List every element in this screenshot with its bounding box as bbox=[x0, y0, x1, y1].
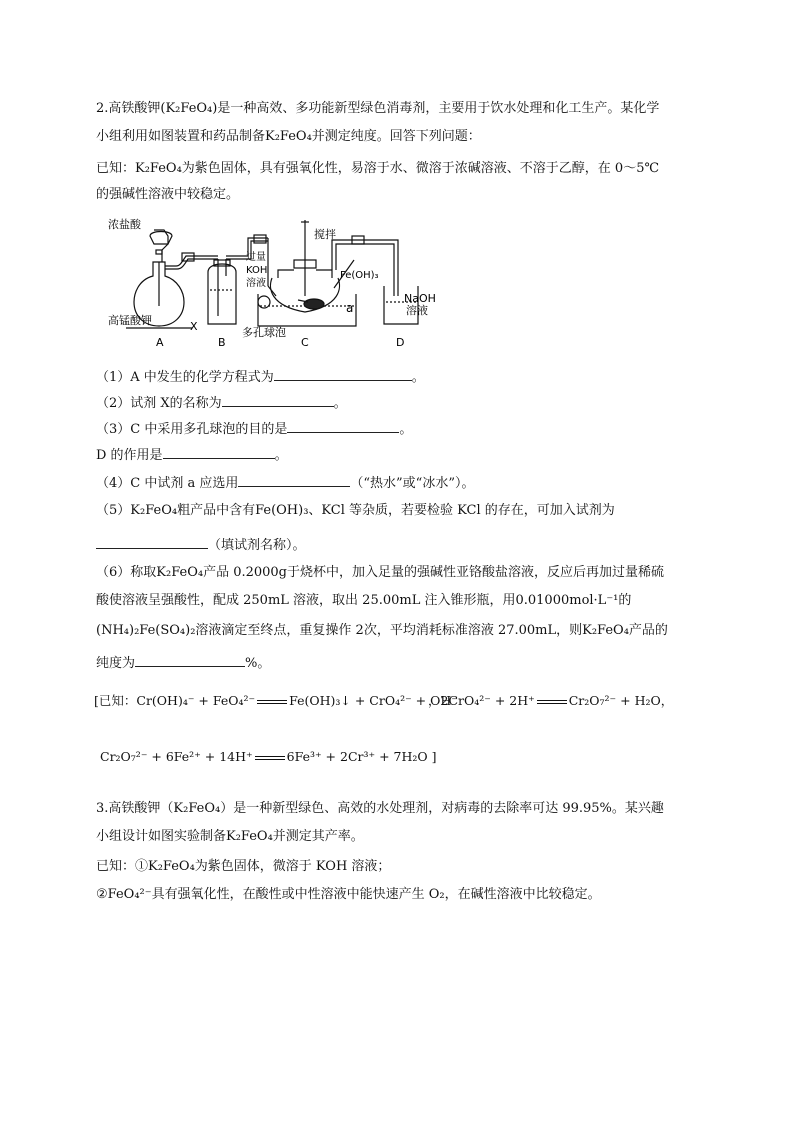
apparatus-diagram bbox=[108, 216, 448, 348]
q2-sub4-answer-blank[interactable] bbox=[238, 472, 350, 487]
q2-sub1 bbox=[96, 366, 425, 387]
q2-sub2-text: （2）试剂 X的名称为 bbox=[96, 396, 222, 411]
q2-sub5-end: （填试剂名称）。 bbox=[208, 538, 306, 553]
label-koh-solution: 溶液 bbox=[246, 278, 266, 289]
given-equation-2 bbox=[428, 692, 673, 710]
eq3-reactants: Cr₂O₇²⁻ + 6Fe²⁺ + 14H⁺ bbox=[100, 749, 253, 764]
label-x: X bbox=[190, 320, 198, 333]
q2-sub3b-text: D 的作用是 bbox=[96, 448, 163, 463]
q2-sub1-end: 。 bbox=[411, 370, 425, 385]
q2-sub4-end: （“热水”或“冰水”）。 bbox=[350, 476, 475, 491]
q2-intro-line-1: 2.高铁酸钾(K₂FeO₄)是一种高效、多功能新型绿色消毒剂，主要用于饮水处理和化工生产。某化学 bbox=[96, 101, 660, 116]
eq2-equals-sign bbox=[537, 700, 567, 704]
eq2-products: Cr₂O₇²⁻ + H₂O， bbox=[568, 693, 674, 708]
q2-sub3-answer-blank[interactable] bbox=[287, 418, 399, 433]
q2-sub6-line-2: 酸使溶液呈强酸性，配成 250mL 溶液，取出 25.00mL 注入锥形瓶，用0.01000mol·L⁻¹的 bbox=[96, 593, 632, 608]
q3-intro-line-2: 小组设计如图实验制备K₂FeO₄并测定其产率。 bbox=[96, 829, 364, 844]
label-naoh: NaOH bbox=[404, 292, 436, 305]
q2-sub2-end: 。 bbox=[333, 396, 347, 411]
q2-sub1-answer-blank[interactable] bbox=[274, 366, 412, 381]
eq1-reactants: [已知：Cr(OH)₄⁻ + FeO₄²⁻ bbox=[94, 693, 256, 708]
label-naoh-solution: 溶液 bbox=[406, 304, 428, 317]
q2-known-line-1: 已知：K₂FeO₄为紫色固体，具有强氧化性，易溶于水、微溶于浓碱溶液、不溶于乙醇，在 0～5℃ bbox=[96, 161, 660, 176]
eq1-products: Fe(OH)₃↓ + CrO₄²⁻ + OH⁻ bbox=[289, 693, 458, 708]
q3-intro-line-1: 3.高铁酸钾（K₂FeO₄）是一种新型绿色、高效的水处理剂，对病毒的去除率可达 99.95%。某兴趣 bbox=[96, 801, 664, 816]
q3-known-line-2: ②FeO₄²⁻具有强氧化性，在酸性或中性溶液中能快速产生 O₂，在碱性溶液中比较稳定。 bbox=[96, 887, 601, 902]
eq2-reactants: ，2CrO₄²⁻ + 2H⁺ bbox=[428, 693, 535, 708]
q2-sub6-line-4 bbox=[96, 652, 270, 673]
q2-sub5-answer-blank[interactable] bbox=[96, 534, 208, 549]
q2-sub6-line-3: (NH₄)₂Fe(SO₄)₂溶液滴定至终点，重复操作 2次，平均消耗标准溶液 27.00mL，则K₂FeO₄产品的 bbox=[96, 623, 668, 638]
q2-sub6-end: %。 bbox=[245, 656, 271, 671]
label-feoh3: Fe(OH)₃ bbox=[340, 270, 379, 281]
q2-sub4-text: （4）C 中试剂 a 应选用 bbox=[96, 476, 239, 491]
label-stir: 搅拌 bbox=[314, 228, 336, 241]
label-conc-hcl: 浓盐酸 bbox=[108, 218, 141, 231]
label-apparatus-d: D bbox=[396, 336, 405, 348]
q2-sub2-answer-blank[interactable] bbox=[222, 392, 334, 407]
label-excess: 过量 bbox=[246, 252, 266, 263]
q2-known-line-2: 的强碱性溶液中较稳定。 bbox=[96, 187, 240, 202]
q2-sub5-line-2 bbox=[96, 534, 306, 555]
q2-sub3-text: （3）C 中采用多孔球泡的目的是 bbox=[96, 422, 288, 437]
eq3-products: 6Fe³⁺ + 2Cr³⁺ + 7H₂O ] bbox=[286, 749, 437, 764]
label-a: a bbox=[346, 301, 354, 315]
q2-sub2 bbox=[96, 392, 347, 413]
given-equation-1 bbox=[94, 692, 458, 710]
label-kmno4: 高锰酸钾 bbox=[108, 314, 152, 327]
label-porous-bulb: 多孔球泡 bbox=[242, 326, 286, 339]
q2-sub6-answer-blank[interactable] bbox=[135, 652, 245, 667]
eq3-equals-sign bbox=[255, 756, 285, 760]
given-equation-3 bbox=[100, 748, 436, 766]
q2-sub6-line-1: （6）称取K₂FeO₄产品 0.2000g于烧杯中，加入足量的强碱性亚铬酸盐溶液，反应后再加过量稀硫 bbox=[96, 565, 665, 580]
eq1-equals-sign bbox=[257, 700, 287, 704]
label-apparatus-a: A bbox=[156, 336, 164, 348]
q2-sub5-line-1: （5）K₂FeO₄粗产品中含有Fe(OH)₃、KCl 等杂质，若要检验 KCl 的存在，可加入试剂为 bbox=[96, 503, 615, 518]
q2-sub6-text: 纯度为 bbox=[96, 656, 136, 671]
label-apparatus-c: C bbox=[301, 336, 309, 348]
q2-sub1-text: （1）A 中发生的化学方程式为 bbox=[96, 370, 274, 385]
q2-sub3-end: 。 bbox=[399, 422, 413, 437]
q2-sub4 bbox=[96, 472, 474, 493]
q2-sub3 bbox=[96, 418, 412, 439]
label-apparatus-b: B bbox=[218, 336, 226, 348]
q2-intro-line-2: 小组利用如图装置和药品制备K₂FeO₄并测定纯度。回答下列问题： bbox=[96, 129, 481, 144]
q2-sub3b-end: 。 bbox=[274, 448, 288, 463]
q2-sub3b bbox=[96, 444, 288, 465]
q2-sub3b-answer-blank[interactable] bbox=[163, 444, 275, 459]
q3-known-line-1: 已知：①K₂FeO₄为紫色固体，微溶于 KOH 溶液； bbox=[96, 859, 391, 874]
label-koh: KOH bbox=[246, 265, 268, 276]
